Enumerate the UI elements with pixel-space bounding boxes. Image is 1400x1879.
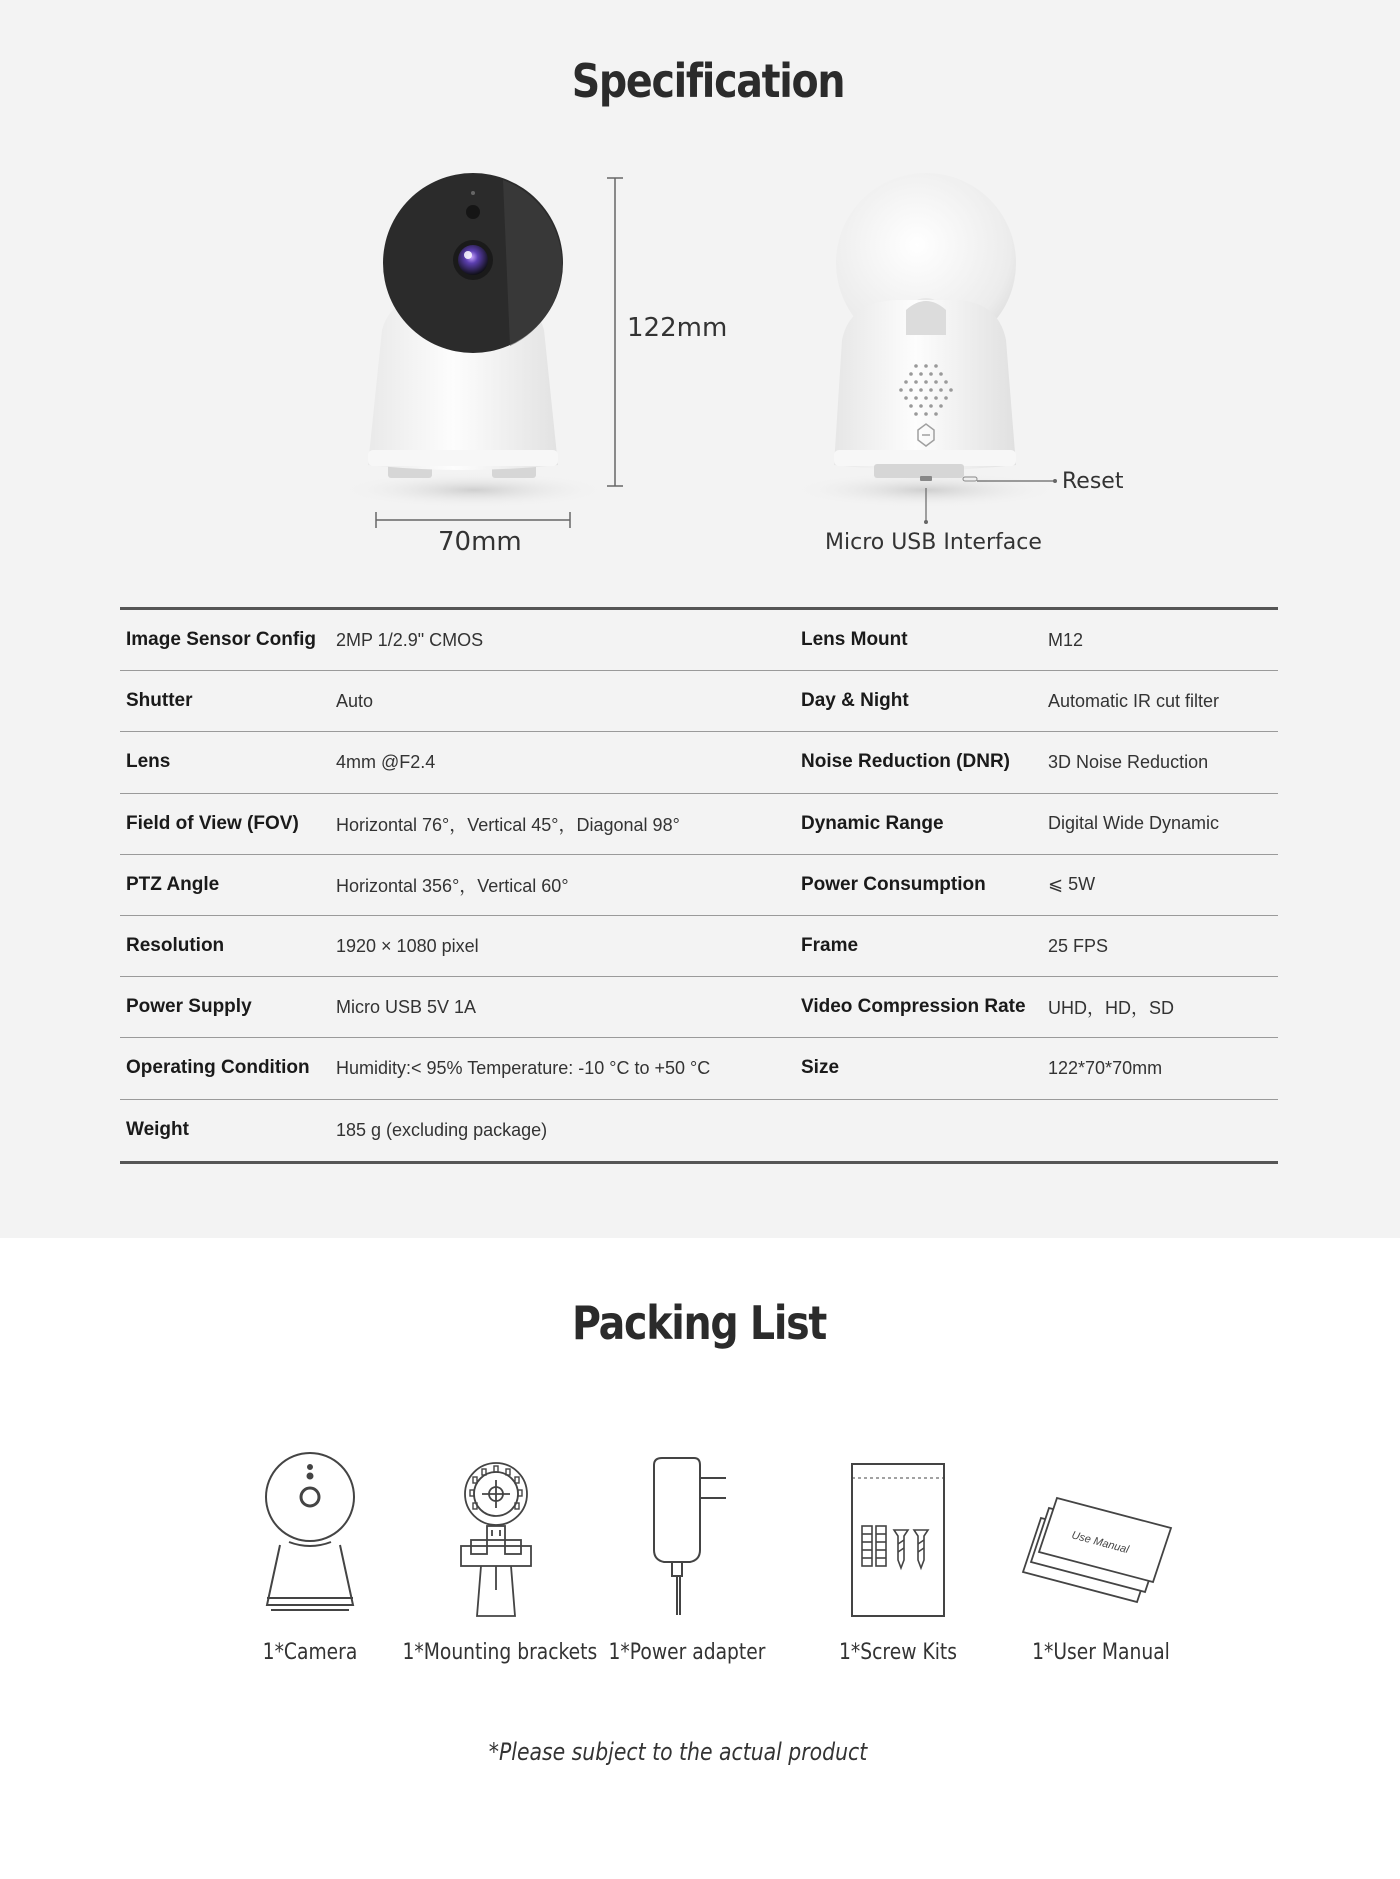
- spec-value: 25 FPS: [1048, 935, 1109, 956]
- height-dimension-label: 122mm: [627, 313, 728, 343]
- spec-label: Image Sensor Config: [126, 629, 317, 651]
- spec-label: Dynamic Range: [801, 812, 944, 834]
- spec-label: Day & Night: [801, 690, 909, 712]
- spec-row: [120, 610, 1278, 671]
- spec-value: Humidity:< 95% Temperature: -10 °C to +50 °C: [336, 1057, 711, 1078]
- spec-label: Power Consumption: [801, 873, 986, 895]
- spec-row: [120, 1100, 1278, 1161]
- packing-list-title: Packing List: [572, 1296, 826, 1350]
- spec-value: Automatic IR cut filter: [1048, 690, 1220, 711]
- disclaimer-text: *Please subject to the actual product: [488, 1738, 868, 1766]
- bracket-icon: [451, 1460, 541, 1620]
- reset-callout: Reset: [1062, 469, 1124, 494]
- pack-item-mounting-brackets: [386, 1440, 606, 1665]
- spec-label: Weight: [126, 1119, 189, 1141]
- packing-list-section: [0, 1238, 1400, 1879]
- spec-value: ⩽ 5W: [1048, 874, 1096, 895]
- user-manual-icon: [1021, 1480, 1181, 1620]
- spec-label: Lens: [126, 751, 171, 773]
- callout-lines: [920, 470, 1070, 530]
- spec-label: PTZ Angle: [126, 873, 220, 895]
- specification-title: Specification: [571, 54, 845, 108]
- spec-row: [120, 732, 1278, 793]
- spec-row: [120, 916, 1278, 977]
- specification-table: [120, 607, 1278, 1164]
- camera-icon: [255, 1450, 365, 1620]
- camera-front-view: [320, 160, 620, 510]
- spec-row: [120, 977, 1278, 1038]
- pack-item-power-adapter: [577, 1440, 797, 1665]
- spec-label: Shutter: [126, 690, 193, 712]
- spec-value: UHD，HD，SD: [1048, 998, 1174, 1019]
- spec-value: Micro USB 5V 1A: [336, 996, 477, 1017]
- manual-cover-text: Use Manual: [1070, 1529, 1131, 1557]
- spec-value: 4mm @F2.4: [336, 751, 436, 772]
- spec-label: Video Compression Rate: [801, 996, 1026, 1018]
- spec-row: [120, 794, 1278, 855]
- spec-value: Digital Wide Dynamic: [1048, 813, 1220, 834]
- screw-kit-icon: [848, 1460, 948, 1620]
- pack-item-label: 1*Camera: [262, 1640, 358, 1665]
- spec-label: Field of View (FOV): [126, 812, 299, 834]
- spec-value: 2MP 1/2.9" CMOS: [336, 629, 484, 650]
- spec-label: Lens Mount: [801, 629, 908, 651]
- spec-value: 1920 × 1080 pixel: [336, 935, 479, 956]
- width-dimension-label: 70mm: [438, 527, 522, 557]
- spec-label: Size: [801, 1057, 840, 1079]
- spec-row: [120, 1038, 1278, 1099]
- spec-value: 122*70*70mm: [1048, 1057, 1163, 1078]
- spec-label: Frame: [801, 935, 859, 957]
- power-adapter-icon: [642, 1450, 732, 1620]
- spec-label: Noise Reduction (DNR): [801, 751, 1010, 773]
- spec-value: M12: [1048, 629, 1084, 650]
- spec-value: Horizontal 76°，Vertical 45°，Diagonal 98°: [336, 814, 680, 835]
- spec-value: Auto: [336, 690, 374, 711]
- spec-row: [120, 671, 1278, 732]
- pack-item-label: 1*User Manual: [1032, 1640, 1170, 1665]
- spec-label: Operating Condition: [126, 1057, 310, 1079]
- pack-item-label: 1*Power adapter: [608, 1640, 766, 1665]
- spec-label: Resolution: [126, 935, 225, 957]
- spec-row: [120, 855, 1278, 916]
- pack-item-label: 1*Screw Kits: [839, 1640, 957, 1665]
- spec-value: Horizontal 356°，Vertical 60°: [336, 875, 569, 896]
- micro-usb-callout: Micro USB Interface: [825, 530, 1042, 555]
- pack-item-screw-kits: [788, 1440, 1008, 1665]
- spec-value: 185 g (excluding package): [336, 1119, 548, 1140]
- spec-label: Power Supply: [126, 996, 252, 1018]
- height-dimension-line: [605, 175, 625, 490]
- pack-item-label: 1*Mounting brackets: [402, 1640, 598, 1665]
- camera-back-view: [780, 160, 1080, 510]
- spec-value: 3D Noise Reduction: [1048, 751, 1209, 772]
- pack-item-user-manual: [991, 1440, 1211, 1665]
